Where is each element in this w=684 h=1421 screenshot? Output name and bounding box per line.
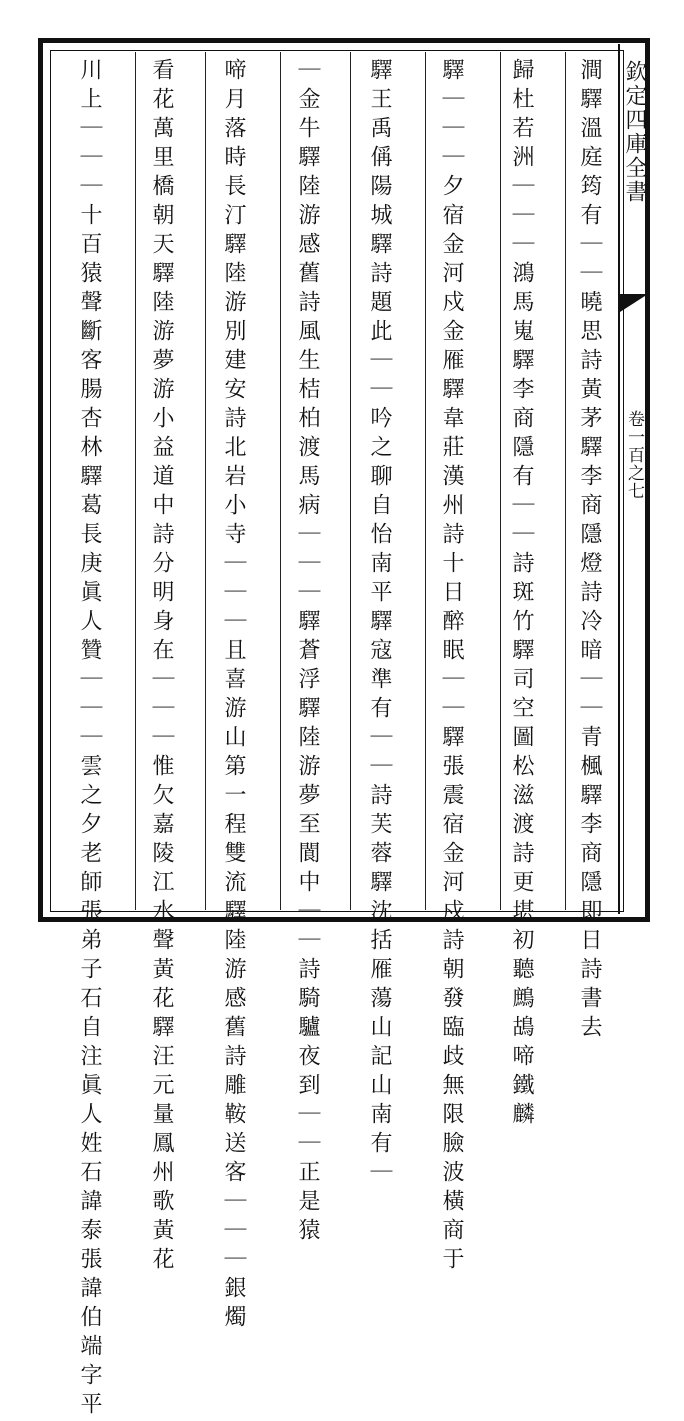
page-inner-border [50,50,624,1421]
text-column-5: ｜金牛驛陸游感舊詩風生桔柏渡馬病｜｜｜驛蒼浮驛陸游夢至閬中｜｜詩騎驢夜到｜｜正是猿 [295,58,320,1247]
text-column-8: 川上｜｜｜十百猿聲斷客腸杏林驛葛長庚眞人贊｜｜｜雲之夕老師張弟子石自注眞人姓石諱泰張諱伯端字平 [77,58,102,1421]
text-column-1: 澗驛溫庭筠有｜｜曉思詩黃茅驛李商隱燈詩冷暗｜｜青楓驛李商隱即日詩書去 [577,58,602,1044]
text-column-3: 驛｜｜｜夕宿金河戍金雁驛韋莊漢州詩十日醉眠｜｜驛張震宿金河戍詩朝發臨歧無限臉波橫商于 [439,58,464,1276]
volume-label: 卷一百之七 [624,410,644,500]
column-rule [500,52,501,910]
text-column-4: 驛王禹偁陽城驛詩題此｜｜吟之聊自怡南平驛寇準有｜｜詩芙蓉驛沈括雁蕩山記山南有｜ [367,58,392,1189]
text-column-6: 啼月落時長汀驛陸游別建安詩北岩小寺｜｜｜且喜游山第一程雙流驛陸游感舊詩雕鞍送客｜｜｜銀燭 [221,58,246,1334]
fish-tail-mark [620,294,648,312]
text-column-2: 歸杜若洲｜｜｜鴻馬嵬驛李商隱有｜｜詩斑竹驛司空圖松滋渡詩更堪初聽鷓鴣啼鐵麟 [509,58,534,1131]
book-title: 欽定四庫全書 [622,60,647,204]
column-rule [280,52,281,910]
column-rule [565,52,566,910]
column-rule [135,52,136,910]
text-column-7: 看花萬里橋朝天驛陸游夢游小益道中詩分明身在｜｜｜惟欠嘉陵江水聲黃花驛汪元量鳳州歌黃花 [149,58,174,1276]
column-rule [205,52,206,910]
column-rule [425,52,426,910]
column-rule [350,52,351,910]
